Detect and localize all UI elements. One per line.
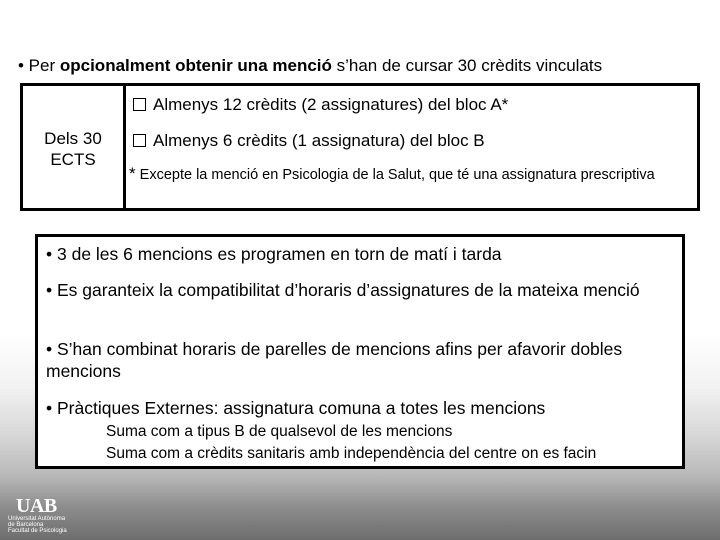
checkbox-bullet-icon [133, 134, 146, 147]
top-bullet [18, 55, 718, 77]
uab-logo-mark: UAB [16, 495, 57, 517]
ects-label [23, 128, 123, 170]
top-bullet-prefix: • Per [18, 56, 60, 75]
bullet-compatibilitat: • Es garanteix la compatibilitat d’horaris d’assignatures de la mateixa menció [46, 280, 640, 300]
ects-footnote [129, 163, 694, 186]
logo-line-1: Universitat Autònoma [8, 516, 66, 522]
footnote-star: * [129, 164, 136, 183]
ects-box [20, 83, 700, 211]
ects-item-bloc-a [133, 94, 508, 116]
ects-item-bloc-b [133, 130, 485, 152]
bullet-torn: • 3 de les 6 mencions es programen en torn de matí i tarda [46, 244, 502, 264]
ects-label-line1: Dels 30 [44, 129, 102, 148]
ects-label-line2: ECTS [50, 150, 96, 169]
sub-bullet-tipus-b: Suma com a tipus B de qualsevol de les mencions [106, 423, 453, 440]
logo-line-2: de Barcelona [8, 522, 44, 528]
ects-item-bloc-a-text: Almenys 12 crèdits (2 assignatures) del bloc A* [153, 95, 509, 114]
bullet-practiques: • Pràctiques Externes: assignatura comuna a totes les mencions [46, 398, 546, 418]
top-bullet-bold: opcionalment obtenir una menció [59, 56, 332, 75]
uab-logo [8, 492, 88, 536]
ects-divider [123, 86, 126, 208]
checkbox-bullet-icon [133, 98, 146, 111]
ects-item-bloc-b-text: Almenys 6 crèdits (1 assignatura) del bloc B [153, 131, 485, 150]
footnote-text: Excepte la menció en Psicologia de la Salut, que té una assignatura prescriptiva [135, 167, 655, 183]
bullet-dobles-mencions: • S’han combinat horaris de parelles de mencions afins per afavorir dobles mencions [46, 339, 623, 381]
logo-line-3: Facultat de Psicologia [8, 528, 67, 534]
bullets-box [35, 234, 685, 469]
sub-bullet-credits-sanitaris: Suma com a crèdits sanitaris amb independència del centre on es facin [106, 445, 597, 462]
top-bullet-suffix: s’han de cursar 30 crèdits vinculats [331, 56, 603, 75]
